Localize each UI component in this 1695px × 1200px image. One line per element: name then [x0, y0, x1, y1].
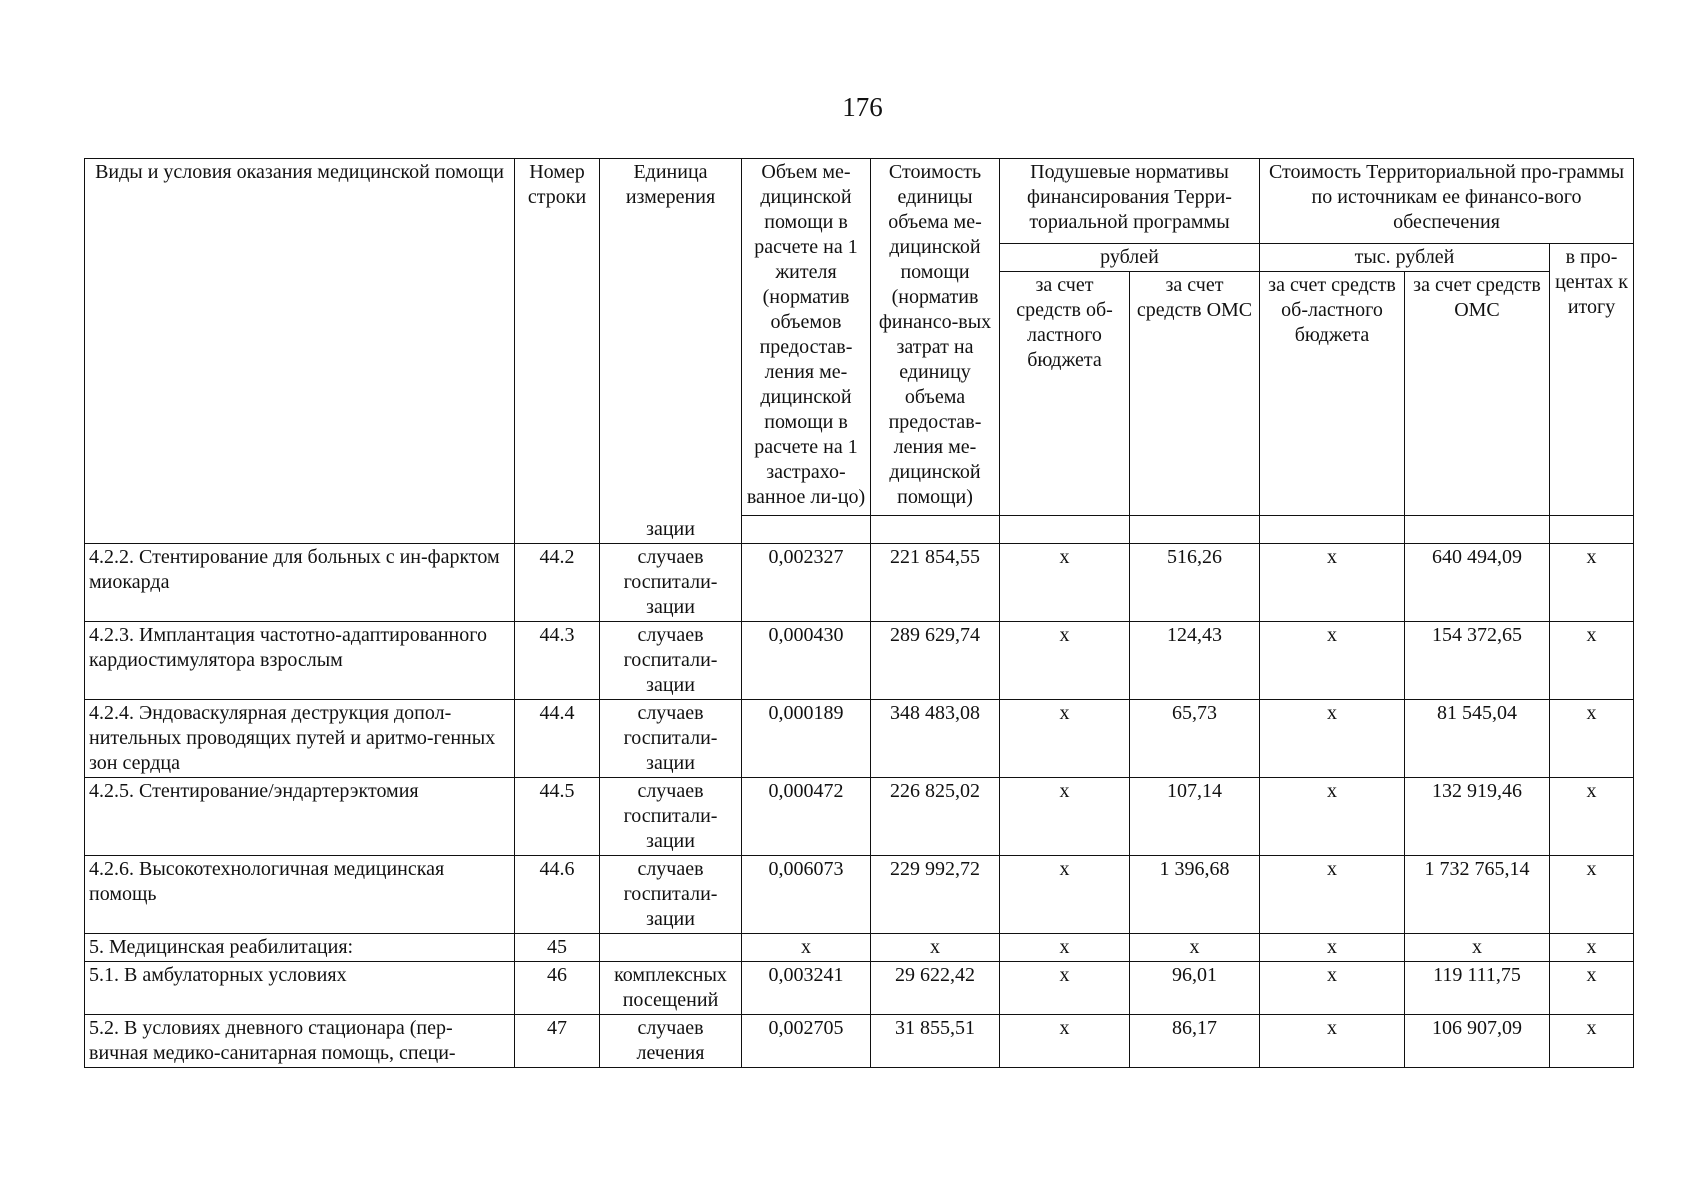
row-number: 44.2: [515, 543, 600, 621]
row-unit: [600, 933, 742, 961]
row-oms: 1 396,68: [1130, 855, 1260, 933]
header-rubles: рублей: [1000, 244, 1260, 272]
page-number: 176: [842, 92, 883, 122]
row-number: 47: [515, 1014, 600, 1067]
table-row: [85, 543, 1634, 621]
row-percent: х: [1550, 621, 1634, 699]
header-regional-budget: за счет средств об-ластного бюджета: [1000, 272, 1130, 516]
row-oms: 124,43: [1130, 621, 1260, 699]
row-total-oms: 106 907,09: [1405, 1014, 1550, 1067]
row-regional-budget: х: [1000, 961, 1130, 1014]
row-name: 5. Медицинская реабилитация:: [85, 933, 515, 961]
row-oms: 86,17: [1130, 1014, 1260, 1067]
row-regional-budget: х: [1000, 1014, 1130, 1067]
header-volume: Объем ме-дицинской помощи в расчете на 1 жителя (норматив объемов предостав-ления ме-дицинской помощи в расчете на 1 застрахо-ванное ли-цо): [742, 159, 871, 516]
row-total-oms: 81 545,04: [1405, 699, 1550, 777]
continuation-text: зации: [600, 516, 742, 544]
row-volume: 0,003241: [742, 961, 871, 1014]
row-unit: случаев лечения: [600, 1014, 742, 1067]
row-regional-budget: х: [1000, 777, 1130, 855]
row-name: 4.2.5. Стентирование/эндартерэктомия: [85, 777, 515, 855]
row-name: 4.2.6. Высокотехнологичная медицинская помощь: [85, 855, 515, 933]
row-volume: 0,006073: [742, 855, 871, 933]
row-unit: случаев госпитали-зации: [600, 855, 742, 933]
row-name: 5.1. В амбулаторных условиях: [85, 961, 515, 1014]
row-total-oms: 132 919,46: [1405, 777, 1550, 855]
header-thousand-rubles: тыс. рублей: [1260, 244, 1550, 272]
row-cost: 348 483,08: [871, 699, 1000, 777]
row-cost: 289 629,74: [871, 621, 1000, 699]
row-regional-budget: х: [1000, 933, 1130, 961]
row-total-regional-budget: х: [1260, 543, 1405, 621]
row-unit: случаев госпитали-зации: [600, 777, 742, 855]
row-percent: х: [1550, 855, 1634, 933]
row-cost: 229 992,72: [871, 855, 1000, 933]
row-volume: х: [742, 933, 871, 961]
row-regional-budget: х: [1000, 699, 1130, 777]
row-name: 4.2.2. Стентирование для больных с ин-фарктом миокарда: [85, 543, 515, 621]
row-volume: 0,000430: [742, 621, 871, 699]
row-unit: случаев госпитали-зации: [600, 543, 742, 621]
row-cost: 31 855,51: [871, 1014, 1000, 1067]
row-percent: х: [1550, 961, 1634, 1014]
row-unit: случаев госпитали-зации: [600, 699, 742, 777]
table-row: [85, 699, 1634, 777]
row-oms: 107,14: [1130, 777, 1260, 855]
row-number: 44.5: [515, 777, 600, 855]
row-oms: 516,26: [1130, 543, 1260, 621]
table-row: [85, 621, 1634, 699]
row-total-regional-budget: х: [1260, 961, 1405, 1014]
header-row-number: Номер строки: [515, 159, 600, 516]
header-program-cost: Стоимость Территориальной про-граммы по источникам ее финансо-вого обеспечения: [1260, 159, 1634, 244]
row-total-regional-budget: х: [1260, 933, 1405, 961]
table-row: [85, 855, 1634, 933]
row-cost: х: [871, 933, 1000, 961]
row-volume: 0,002327: [742, 543, 871, 621]
row-volume: 0,002705: [742, 1014, 871, 1067]
row-cost: 221 854,55: [871, 543, 1000, 621]
row-total-regional-budget: х: [1260, 777, 1405, 855]
header-kind: Виды и условия оказания медицинской помощи: [85, 159, 515, 516]
header-unit-cost: Стоимость единицы объема ме-дицинской помощи (норматив финансо-вых затрат на единицу объема предостав-ления ме-дицинской помощи): [871, 159, 1000, 516]
header-total-regional-budget: за счет средств об-ластного бюджета: [1260, 272, 1405, 516]
row-cost: 226 825,02: [871, 777, 1000, 855]
table-row: [85, 1014, 1634, 1067]
row-oms: 96,01: [1130, 961, 1260, 1014]
row-number: 44.6: [515, 855, 600, 933]
header-oms: за счет средств ОМС: [1130, 272, 1260, 516]
row-percent: х: [1550, 543, 1634, 621]
row-oms: х: [1130, 933, 1260, 961]
row-total-regional-budget: х: [1260, 1014, 1405, 1067]
table-row: [85, 777, 1634, 855]
row-total-regional-budget: х: [1260, 855, 1405, 933]
row-volume: 0,000472: [742, 777, 871, 855]
row-cost: 29 622,42: [871, 961, 1000, 1014]
row-unit: случаев госпитали-зации: [600, 621, 742, 699]
row-percent: х: [1550, 1014, 1634, 1067]
row-total-oms: 119 111,75: [1405, 961, 1550, 1014]
row-number: 44.4: [515, 699, 600, 777]
row-total-regional-budget: х: [1260, 699, 1405, 777]
row-percent: х: [1550, 933, 1634, 961]
row-name: 4.2.4. Эндоваскулярная деструкция допол-нительных проводящих путей и аритмо-генных зон сердца: [85, 699, 515, 777]
continuation-row: [85, 516, 1634, 544]
header-percent: в про-центах к итогу: [1550, 244, 1634, 516]
table-row: [85, 961, 1634, 1014]
row-oms: 65,73: [1130, 699, 1260, 777]
row-number: 46: [515, 961, 600, 1014]
header-total-oms: за счет средств ОМС: [1405, 272, 1550, 516]
row-total-oms: 1 732 765,14: [1405, 855, 1550, 933]
row-total-regional-budget: х: [1260, 621, 1405, 699]
row-number: 45: [515, 933, 600, 961]
row-percent: х: [1550, 777, 1634, 855]
row-total-oms: 640 494,09: [1405, 543, 1550, 621]
header-unit: Единица измерения: [600, 159, 742, 516]
row-unit: комплексных посещений: [600, 961, 742, 1014]
table-row: [85, 933, 1634, 961]
row-regional-budget: х: [1000, 621, 1130, 699]
row-total-oms: х: [1405, 933, 1550, 961]
row-number: 44.3: [515, 621, 600, 699]
row-name: 4.2.3. Имплантация частотно-адаптированного кардиостимулятора взрослым: [85, 621, 515, 699]
row-regional-budget: х: [1000, 543, 1130, 621]
row-percent: х: [1550, 699, 1634, 777]
row-volume: 0,000189: [742, 699, 871, 777]
row-total-oms: 154 372,65: [1405, 621, 1550, 699]
row-name: 5.2. В условиях дневного стационара (пер-вичная медико-санитарная помощь, специ-: [85, 1014, 515, 1067]
row-regional-budget: х: [1000, 855, 1130, 933]
header-per-capita: Подушевые нормативы финансирования Терри-ториальной программы: [1000, 159, 1260, 244]
financing-table: [84, 158, 1634, 1068]
